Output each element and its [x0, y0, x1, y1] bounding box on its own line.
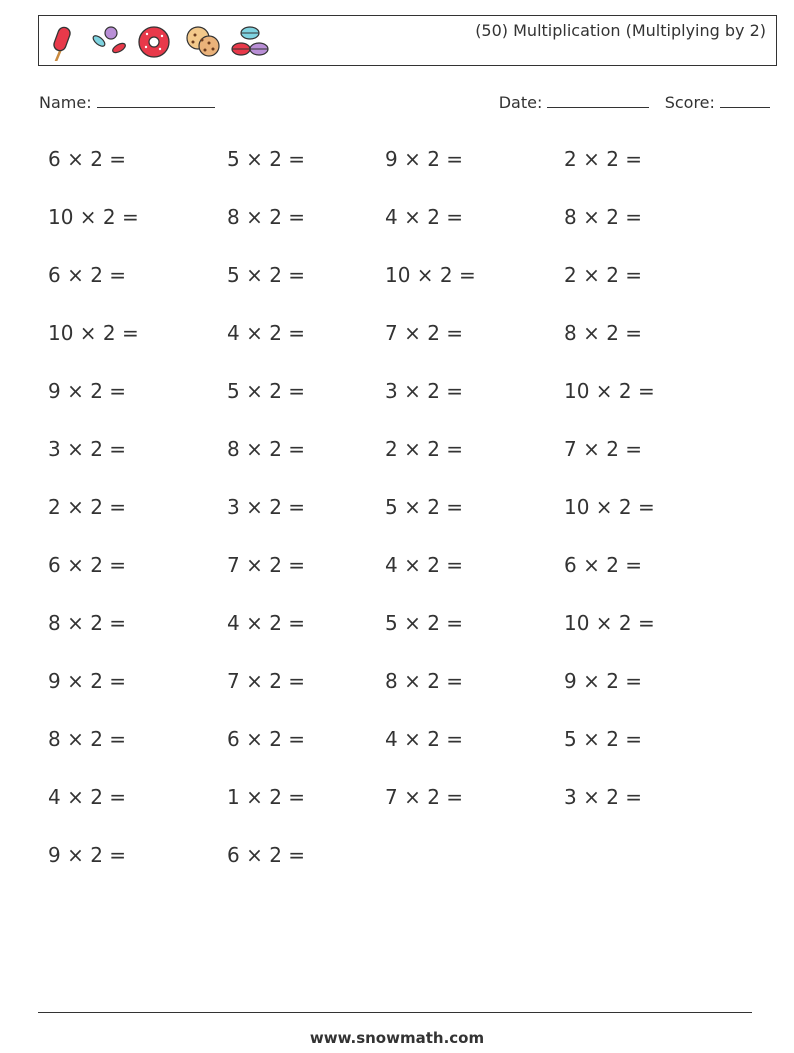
problem-9: 6 × 2 =	[48, 263, 127, 287]
problem-28: 10 × 2 =	[564, 495, 655, 519]
problem-40: 9 × 2 =	[564, 669, 643, 693]
footer-divider	[38, 1012, 752, 1013]
footer-website: www.snowmath.com	[309, 1029, 485, 1047]
problem-3: 9 × 2 =	[385, 147, 464, 171]
problem-11: 10 × 2 =	[385, 263, 476, 287]
problem-45: 4 × 2 =	[48, 785, 127, 809]
popsicle-icon	[52, 26, 71, 61]
header-icons	[47, 21, 277, 61]
problem-2: 5 × 2 =	[227, 147, 306, 171]
donut-icon	[139, 27, 169, 57]
problem-16: 8 × 2 =	[564, 321, 643, 345]
problem-23: 2 × 2 =	[385, 437, 464, 461]
problem-35: 5 × 2 =	[385, 611, 464, 635]
problem-42: 6 × 2 =	[227, 727, 306, 751]
problem-5: 10 × 2 =	[48, 205, 139, 229]
name-blank[interactable]	[97, 95, 215, 108]
problem-39: 8 × 2 =	[385, 669, 464, 693]
problem-29: 6 × 2 =	[48, 553, 127, 577]
problem-44: 5 × 2 =	[564, 727, 643, 751]
problem-34: 4 × 2 =	[227, 611, 306, 635]
problem-41: 8 × 2 =	[48, 727, 127, 751]
problem-10: 5 × 2 =	[227, 263, 306, 287]
problem-26: 3 × 2 =	[227, 495, 306, 519]
problem-31: 4 × 2 =	[385, 553, 464, 577]
problem-12: 2 × 2 =	[564, 263, 643, 287]
problem-24: 7 × 2 =	[564, 437, 643, 461]
date-blank[interactable]	[547, 95, 649, 108]
problem-8: 8 × 2 =	[564, 205, 643, 229]
macaron-icon	[232, 27, 268, 55]
candy-icon	[91, 27, 126, 55]
worksheet-title: (50) Multiplication (Multiplying by 2)	[475, 21, 766, 40]
problem-21: 3 × 2 =	[48, 437, 127, 461]
problem-25: 2 × 2 =	[48, 495, 127, 519]
date-label: Date:	[498, 93, 543, 112]
problem-6: 8 × 2 =	[227, 205, 306, 229]
problem-49: 9 × 2 =	[48, 843, 127, 867]
problem-47: 7 × 2 =	[385, 785, 464, 809]
problem-48: 3 × 2 =	[564, 785, 643, 809]
problem-14: 4 × 2 =	[227, 321, 306, 345]
problem-13: 10 × 2 =	[48, 321, 139, 345]
problem-22: 8 × 2 =	[227, 437, 306, 461]
problem-33: 8 × 2 =	[48, 611, 127, 635]
problem-50: 6 × 2 =	[227, 843, 306, 867]
problem-27: 5 × 2 =	[385, 495, 464, 519]
problem-43: 4 × 2 =	[385, 727, 464, 751]
worksheet-header	[38, 15, 777, 66]
problem-36: 10 × 2 =	[564, 611, 655, 635]
problem-46: 1 × 2 =	[227, 785, 306, 809]
problem-7: 4 × 2 =	[385, 205, 464, 229]
problem-1: 6 × 2 =	[48, 147, 127, 171]
problem-19: 3 × 2 =	[385, 379, 464, 403]
problem-4: 2 × 2 =	[564, 147, 643, 171]
problem-15: 7 × 2 =	[385, 321, 464, 345]
problem-30: 7 × 2 =	[227, 553, 306, 577]
score-blank[interactable]	[720, 95, 770, 108]
date-score-fields	[499, 93, 770, 112]
problem-17: 9 × 2 =	[48, 379, 127, 403]
problem-32: 6 × 2 =	[564, 553, 643, 577]
score-label: Score:	[664, 93, 715, 112]
cookie-icon	[187, 27, 219, 56]
problem-37: 9 × 2 =	[48, 669, 127, 693]
problem-20: 10 × 2 =	[564, 379, 655, 403]
problem-38: 7 × 2 =	[227, 669, 306, 693]
name-field	[39, 93, 215, 112]
problem-18: 5 × 2 =	[227, 379, 306, 403]
name-label: Name:	[39, 93, 92, 112]
